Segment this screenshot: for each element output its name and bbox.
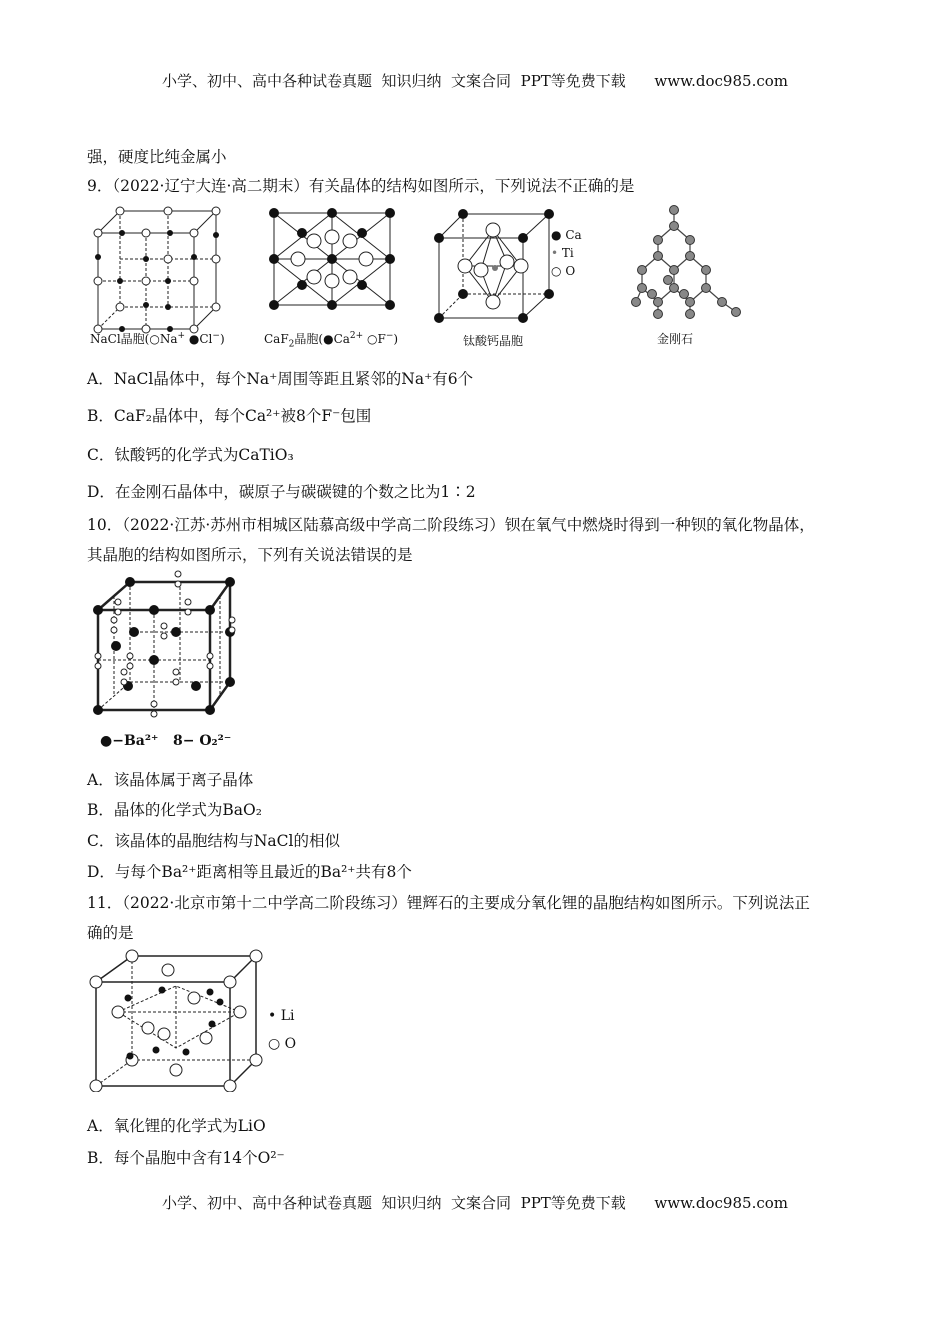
page-footer: 小学、初中、高中各种试卷真题 知识归纳 文案合同 PPT等免费下载 www.doc985.com — [161, 1194, 788, 1212]
q11-legend: • Li ○ O — [268, 1008, 297, 1052]
li-legend-icon: • — [268, 1008, 277, 1024]
ca-legend-icon: ● — [551, 228, 562, 242]
ti-legend-icon: • — [551, 246, 559, 260]
q10-stem-line2: 其晶胞的结构如图所示，下列有关说法错误的是 — [87, 546, 413, 564]
q10-option-c: C．该晶体的晶胞结构与NaCl的相似 — [87, 832, 340, 850]
perovskite-unit-cell-figure — [433, 208, 555, 324]
caf2-unit-cell-figure — [268, 207, 396, 311]
q11-stem-line1: 11．（2022·北京市第十二中学高二阶段练习）锂辉石的主要成分氧化锂的晶胞结构如图所示。下列说法正 — [87, 894, 810, 912]
diamond-caption: 金刚石 — [657, 332, 694, 346]
q10-option-b: B．晶体的化学式为BaO₂ — [87, 801, 262, 819]
o-legend-icon: ○ — [268, 1036, 281, 1052]
q10-option-d: D．与每个Ba²⁺距离相等且最近的Ba²⁺共有8个 — [87, 863, 412, 881]
nacl-caption: NaCl晶胞(○Na+ ●Cl−) — [90, 331, 225, 346]
cl-ion-legend-icon: ● — [188, 332, 200, 346]
barium-peroxide-unit-cell-figure — [88, 570, 240, 718]
lithium-oxide-unit-cell-figure — [88, 948, 263, 1092]
q10-stem-line1: 10．（2022·江苏·苏州市相城区陆慕高级中学高二阶段练习）钡在氧气中燃烧时得到一种钡的氧化物晶体， — [87, 516, 815, 534]
previous-question-tail: 强，硬度比纯金属小 — [87, 148, 227, 166]
q9-option-a: A．NaCl晶体中，每个Na⁺周围等距且紧邻的Na⁺有6个 — [87, 370, 474, 388]
caf2-caption: CaF$_2$晶胞($●Ca^{2+}$ ○F−) — [264, 331, 399, 350]
page-header: 小学、初中、高中各种试卷真题 知识归纳 文案合同 PPT等免费下载 www.doc985.com — [161, 72, 788, 90]
diamond-structure-figure — [628, 204, 744, 322]
q11-stem-line2: 确的是 — [87, 924, 134, 942]
q9-stem: 9．（2022·辽宁大连·高二期末）有关晶体的结构如图所示，下列说法不正确的是 — [87, 177, 635, 195]
na-ion-legend-icon: ○ — [149, 332, 160, 346]
o-legend-icon: ○ — [551, 264, 562, 278]
nacl-unit-cell-figure — [92, 205, 222, 335]
ca-ion-legend-icon: ● — [323, 332, 334, 346]
q9-option-b: B．CaF₂晶体中，每个Ca²⁺被8个F⁻包围 — [87, 407, 372, 425]
perovskite-legend: ● Ca • Ti ○ O — [551, 228, 582, 278]
perovskite-caption: 钛酸钙晶胞 — [463, 334, 524, 348]
q10-option-a: A．该晶体属于离子晶体 — [87, 771, 254, 789]
peroxide-ion-legend-icon: 8 — [173, 733, 183, 749]
f-ion-legend-icon: ○ — [367, 332, 378, 346]
q9-option-d: D．在金刚石晶体中，碳原子与碳碳键的个数之比为1∶2 — [87, 483, 476, 501]
q11-option-a: A．氧化锂的化学式为LiO — [87, 1117, 266, 1135]
q9-option-c: C．钛酸钙的化学式为CaTiO₃ — [87, 446, 294, 464]
q10-legend: ●−Ba²⁺ 8− O₂²⁻ — [100, 733, 232, 749]
q11-option-b: B．每个晶胞中含有14个O²⁻ — [87, 1149, 285, 1167]
ba-ion-legend-icon: ● — [100, 733, 113, 749]
